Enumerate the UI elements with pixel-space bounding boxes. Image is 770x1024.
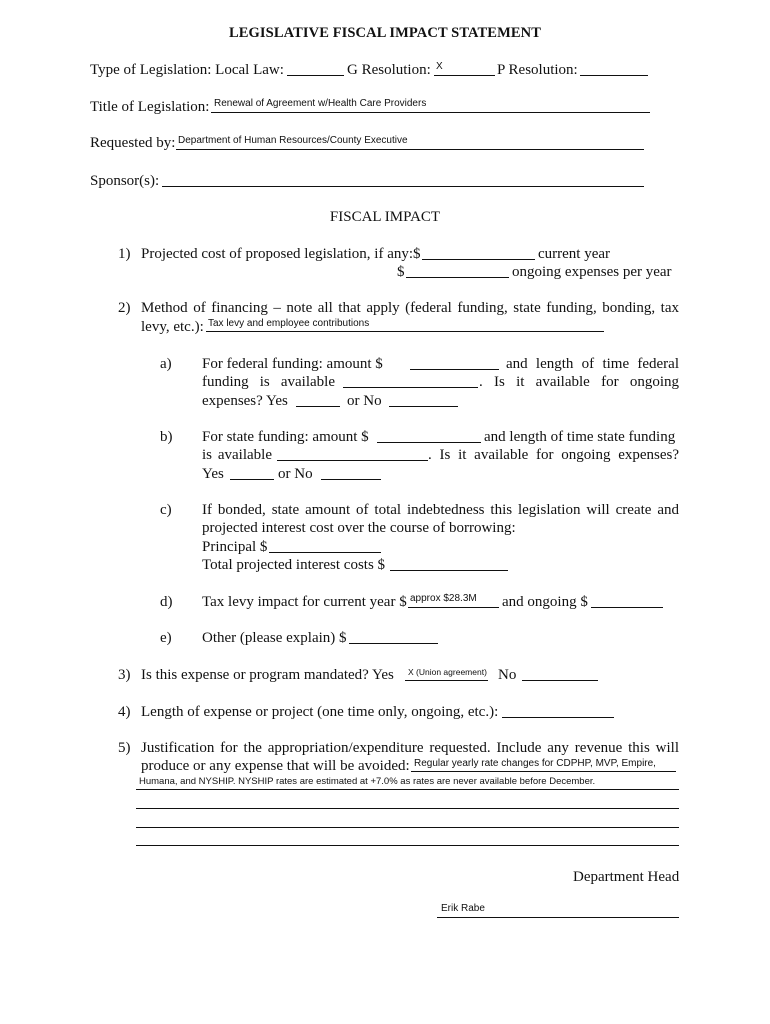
item2-financing-field[interactable] xyxy=(206,331,604,332)
item2a-line3b: or No xyxy=(347,393,382,409)
item2b-line2a: is available xyxy=(202,447,272,463)
item1-ongoing-label: ongoing expenses per year xyxy=(512,264,672,280)
requested-by-field[interactable] xyxy=(176,149,644,150)
item2a-line2a: funding is available xyxy=(202,374,335,390)
item1-ongoing-field[interactable] xyxy=(406,277,509,278)
title-of-legislation-label: Title of Legislation: xyxy=(90,99,210,115)
item2b-line2b: . Is it available for ongoing expenses? xyxy=(428,447,679,463)
other-explain-field[interactable] xyxy=(349,643,438,644)
p-resolution-label: P Resolution: xyxy=(497,62,578,78)
justification-value-line2: Humana, and NYSHIP. NYSHIP rates are estimated at +7.0% as rates are never available before December. xyxy=(139,776,596,787)
mandated-yes-value: X (Union agreement) xyxy=(408,667,487,677)
item2-line1: Method of financing – note all that apply (federal funding, state funding, bonding, tax xyxy=(141,300,679,316)
item5-line2: produce or any expense that will be avoided: xyxy=(141,758,410,774)
item2a-line1b: and length of time federal xyxy=(506,356,679,372)
tax-levy-current-field[interactable] xyxy=(408,607,499,608)
state-ongoing-no-field[interactable] xyxy=(321,479,381,480)
g-resolution-label: G Resolution: xyxy=(347,62,431,78)
item2-number: 2) xyxy=(118,300,131,316)
item2c-line1: If bonded, state amount of total indebtedness this legislation will create and xyxy=(202,502,679,518)
document-title: LEGISLATIVE FISCAL IMPACT STATEMENT xyxy=(229,25,541,41)
justification-value-line1: Regular yearly rate changes for CDPHP, MVP, Empire, xyxy=(414,758,656,769)
federal-ongoing-yes-field[interactable] xyxy=(296,406,340,407)
state-length-field[interactable] xyxy=(277,460,428,461)
item2-line2: levy, etc.): xyxy=(141,319,204,335)
item1-dollar-sign: $ xyxy=(397,264,405,280)
item2b-line3a: Yes xyxy=(202,466,224,482)
g-resolution-field[interactable] xyxy=(434,75,495,76)
sponsors-field[interactable] xyxy=(162,186,644,187)
item2c-label: c) xyxy=(160,502,172,518)
requested-by-value: Department of Human Resources/County Executive xyxy=(178,135,408,146)
item2d-ongoing-label: and ongoing $ xyxy=(502,594,588,610)
item2a-line3a: expenses? Yes xyxy=(202,393,288,409)
item4-number: 4) xyxy=(118,704,131,720)
item1-current-year-field[interactable] xyxy=(422,259,535,260)
item2d-label: d) xyxy=(160,594,173,610)
title-of-legislation-field[interactable] xyxy=(211,112,650,113)
item2b-label: b) xyxy=(160,429,173,445)
tax-levy-ongoing-field[interactable] xyxy=(591,607,663,608)
item2b-line1a: For state funding: amount $ xyxy=(202,429,369,445)
type-of-legislation-label: Type of Legislation: Local Law: xyxy=(90,62,284,78)
interest-costs-field[interactable] xyxy=(390,570,508,571)
p-resolution-field[interactable] xyxy=(580,75,648,76)
item2e-text: Other (please explain) $ xyxy=(202,630,347,646)
item5-line1: Justification for the appropriation/expenditure requested. Include any revenue this will xyxy=(141,740,679,756)
principal-field[interactable] xyxy=(269,552,381,553)
title-of-legislation-value: Renewal of Agreement w/Health Care Providers xyxy=(214,98,427,109)
fiscal-impact-heading: FISCAL IMPACT xyxy=(329,209,441,225)
item4-text: Length of expense or project (one time only, ongoing, etc.): xyxy=(141,704,499,720)
length-of-expense-field[interactable] xyxy=(502,717,614,718)
department-head-label: Department Head xyxy=(573,869,680,885)
justification-field-line2[interactable] xyxy=(136,789,679,790)
item1-number: 1) xyxy=(118,246,131,262)
justification-field-line3[interactable] xyxy=(136,808,679,809)
item2a-line1a: For federal funding: amount $ xyxy=(202,356,383,372)
state-ongoing-yes-field[interactable] xyxy=(230,479,274,480)
item2b-line1b: and length of time state funding xyxy=(484,429,676,445)
item5-number: 5) xyxy=(118,740,131,756)
item2c-interest-label: Total projected interest costs $ xyxy=(202,557,386,573)
item2a-line2b: . Is it available for ongoing xyxy=(479,374,679,390)
justification-field-line4[interactable] xyxy=(136,827,679,828)
federal-ongoing-no-field[interactable] xyxy=(389,406,458,407)
item2c-line2: projected interest cost over the course of borrowing: xyxy=(202,520,516,536)
item3-no-label: No xyxy=(498,667,517,683)
department-head-signature: Erik Rabe xyxy=(441,903,485,914)
federal-amount-field[interactable] xyxy=(410,369,499,370)
sponsors-label: Sponsor(s): xyxy=(90,173,160,189)
tax-levy-current-value: approx $28.3M xyxy=(410,593,477,604)
department-head-signature-field[interactable] xyxy=(437,917,679,918)
item1-text: Projected cost of proposed legislation, if any:$ xyxy=(141,246,421,262)
mandated-no-field[interactable] xyxy=(522,680,598,681)
item2b-line3b: or No xyxy=(278,466,313,482)
item2-financing-value: Tax levy and employee contributions xyxy=(208,318,370,329)
mandated-yes-field[interactable] xyxy=(405,680,488,681)
item3-number: 3) xyxy=(118,667,131,683)
state-amount-field[interactable] xyxy=(377,442,481,443)
requested-by-label: Requested by: xyxy=(90,135,176,151)
g-resolution-value: X xyxy=(436,61,443,72)
item3-text: Is this expense or program mandated? Yes xyxy=(141,667,394,683)
item1-current-year-label: current year xyxy=(538,246,611,262)
local-law-field[interactable] xyxy=(287,75,344,76)
item2d-text: Tax levy impact for current year $ xyxy=(202,594,407,610)
federal-length-field[interactable] xyxy=(343,387,478,388)
item2a-label: a) xyxy=(160,356,172,372)
justification-field-line1[interactable] xyxy=(411,771,676,772)
item2e-label: e) xyxy=(160,630,172,646)
item2c-principal-label: Principal $ xyxy=(202,539,268,555)
justification-field-line5[interactable] xyxy=(136,845,679,846)
